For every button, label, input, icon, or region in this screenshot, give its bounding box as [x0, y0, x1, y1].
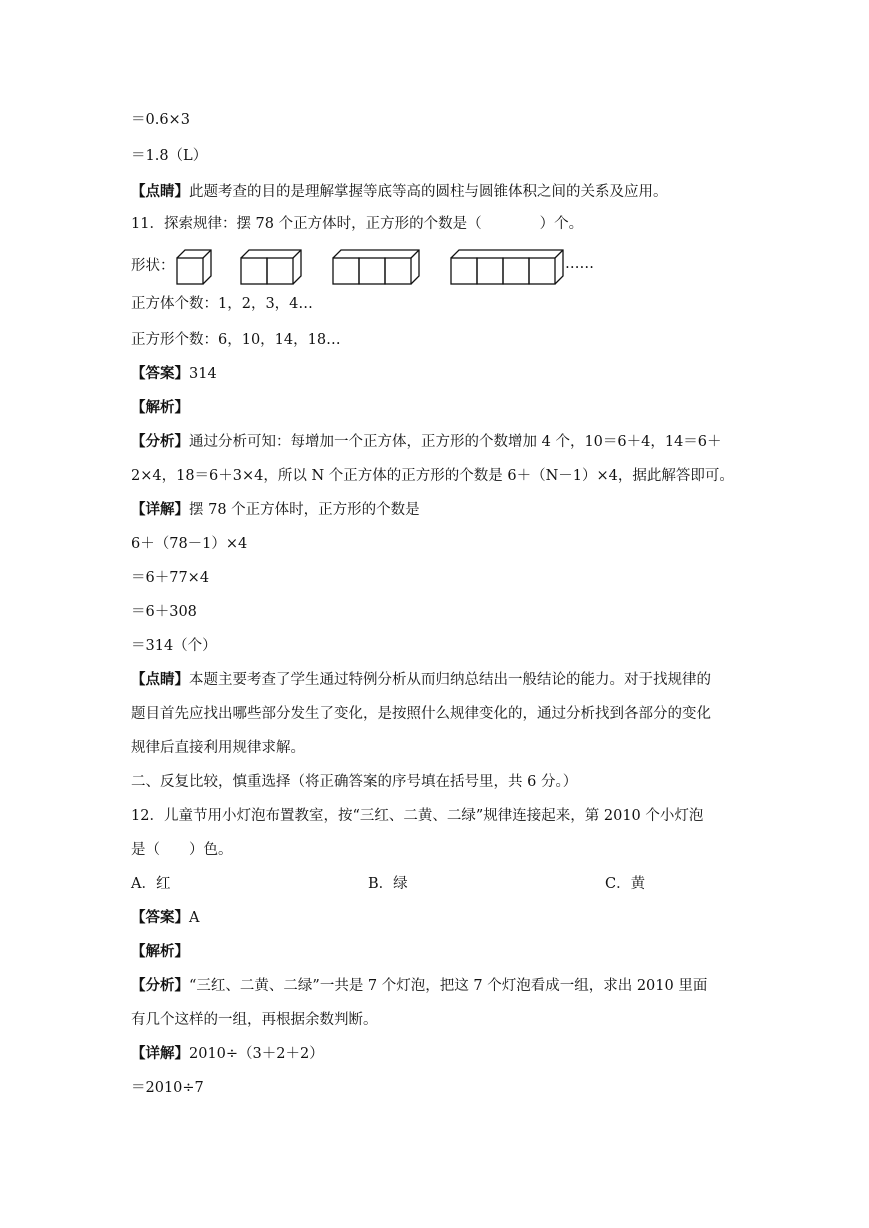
note-11-line-2: 题目首先应找出哪些部分发生了变化，是按照什么规律变化的，通过分析找到各部分的变化: [131, 706, 711, 722]
calc-11-2: ＝6＋77×4: [131, 570, 210, 586]
square-count-line: 正方形个数：6，10，14，18…: [131, 332, 341, 348]
detail-text: 摆 78 个正方体时，正方形的个数是: [189, 502, 420, 518]
option-a: A．红: [131, 876, 171, 892]
note-tag: 【点睛】: [131, 183, 189, 200]
calc-line-2: ＝1.8（L）: [131, 148, 208, 164]
calc-11-1: 6＋（78－1）×4: [131, 536, 248, 552]
detail-text: 2010÷（3＋2＋2）: [189, 1046, 324, 1062]
detail-12: [131, 1044, 324, 1064]
cube-group-1: [177, 250, 211, 284]
calc-11-3: ＝6＋308: [131, 604, 197, 620]
note-q10: [131, 182, 668, 202]
note-text: 本题主要考查了学生通过特例分析从而归纳总结出一般结论的能力。对于找规律的: [189, 672, 711, 688]
analysis-heading-12: 【解析】: [131, 943, 189, 960]
analysis-heading-11: 【解析】: [131, 399, 189, 416]
cube-figures: [131, 244, 751, 288]
section-2-heading: 二、反复比较，慎重选择（将正确答案的序号填在括号里，共 6 分。）: [131, 774, 578, 790]
note-11-line-3: 规律后直接利用规律求解。: [131, 740, 305, 756]
detail-tag: 【详解】: [131, 501, 189, 518]
analysis-tag: 【分析】: [131, 977, 189, 994]
question-11: 11．探索规律：摆 78 个正方体时，正方形的个数是（ ）个。: [131, 216, 584, 232]
answer-tag: 【答案】: [131, 365, 189, 382]
analysis-12-line-1: [131, 976, 707, 996]
option-b: B．绿: [368, 876, 408, 892]
answer-12: [131, 908, 199, 928]
analysis-tag: 【分析】: [131, 433, 189, 450]
cube-count-line: 正方体个数：1，2，3，4…: [131, 296, 313, 312]
analysis-11-line-1: [131, 432, 722, 452]
analysis-12-line-2: 有几个这样的一组，再根据余数判断。: [131, 1012, 378, 1028]
calc-line-1: ＝0.6×3: [131, 112, 190, 128]
cube-group-4: [451, 250, 563, 284]
analysis-text: 通过分析可知：每增加一个正方体，正方形的个数增加 4 个，10＝6＋4，14＝6＋: [189, 434, 722, 450]
answer-tag: 【答案】: [131, 909, 189, 926]
question-12-line-1: 12．儿童节用小灯泡布置教室，按“三红、二黄、二绿”规律连接起来，第 2010 个小灯泡: [131, 808, 704, 824]
answer-11: [131, 364, 217, 384]
cube-group-3: [333, 250, 419, 284]
option-c: C．黄: [605, 876, 646, 892]
note-text: 此题考查的目的是理解掌握等底等高的圆柱与圆锥体积之间的关系及应用。: [189, 184, 668, 200]
ellipsis: ……: [565, 256, 594, 272]
answer-value: 314: [189, 366, 217, 382]
cube-group-2: [241, 250, 301, 284]
detail-tag: 【详解】: [131, 1045, 189, 1062]
note-tag: 【点睛】: [131, 671, 189, 688]
cube-drawings: [131, 244, 751, 288]
detail-11: [131, 500, 420, 520]
calc-11-4: ＝314（个）: [131, 638, 217, 654]
calc-12-1: ＝2010÷7: [131, 1080, 204, 1096]
analysis-11-line-2: 2×4，18＝6＋3×4，所以 N 个正方体的正方形的个数是 6＋（N－1）×4，据此解答即可。: [131, 468, 734, 484]
question-12-line-2: 是（ ）色。: [131, 842, 233, 858]
shape-label: 形状：: [131, 258, 175, 274]
analysis-text: “三红、二黄、二绿”一共是 7 个灯泡，把这 7 个灯泡看成一组，求出 2010 里面: [189, 978, 708, 994]
note-11-line-1: [131, 670, 711, 690]
answer-value: A: [189, 910, 200, 926]
